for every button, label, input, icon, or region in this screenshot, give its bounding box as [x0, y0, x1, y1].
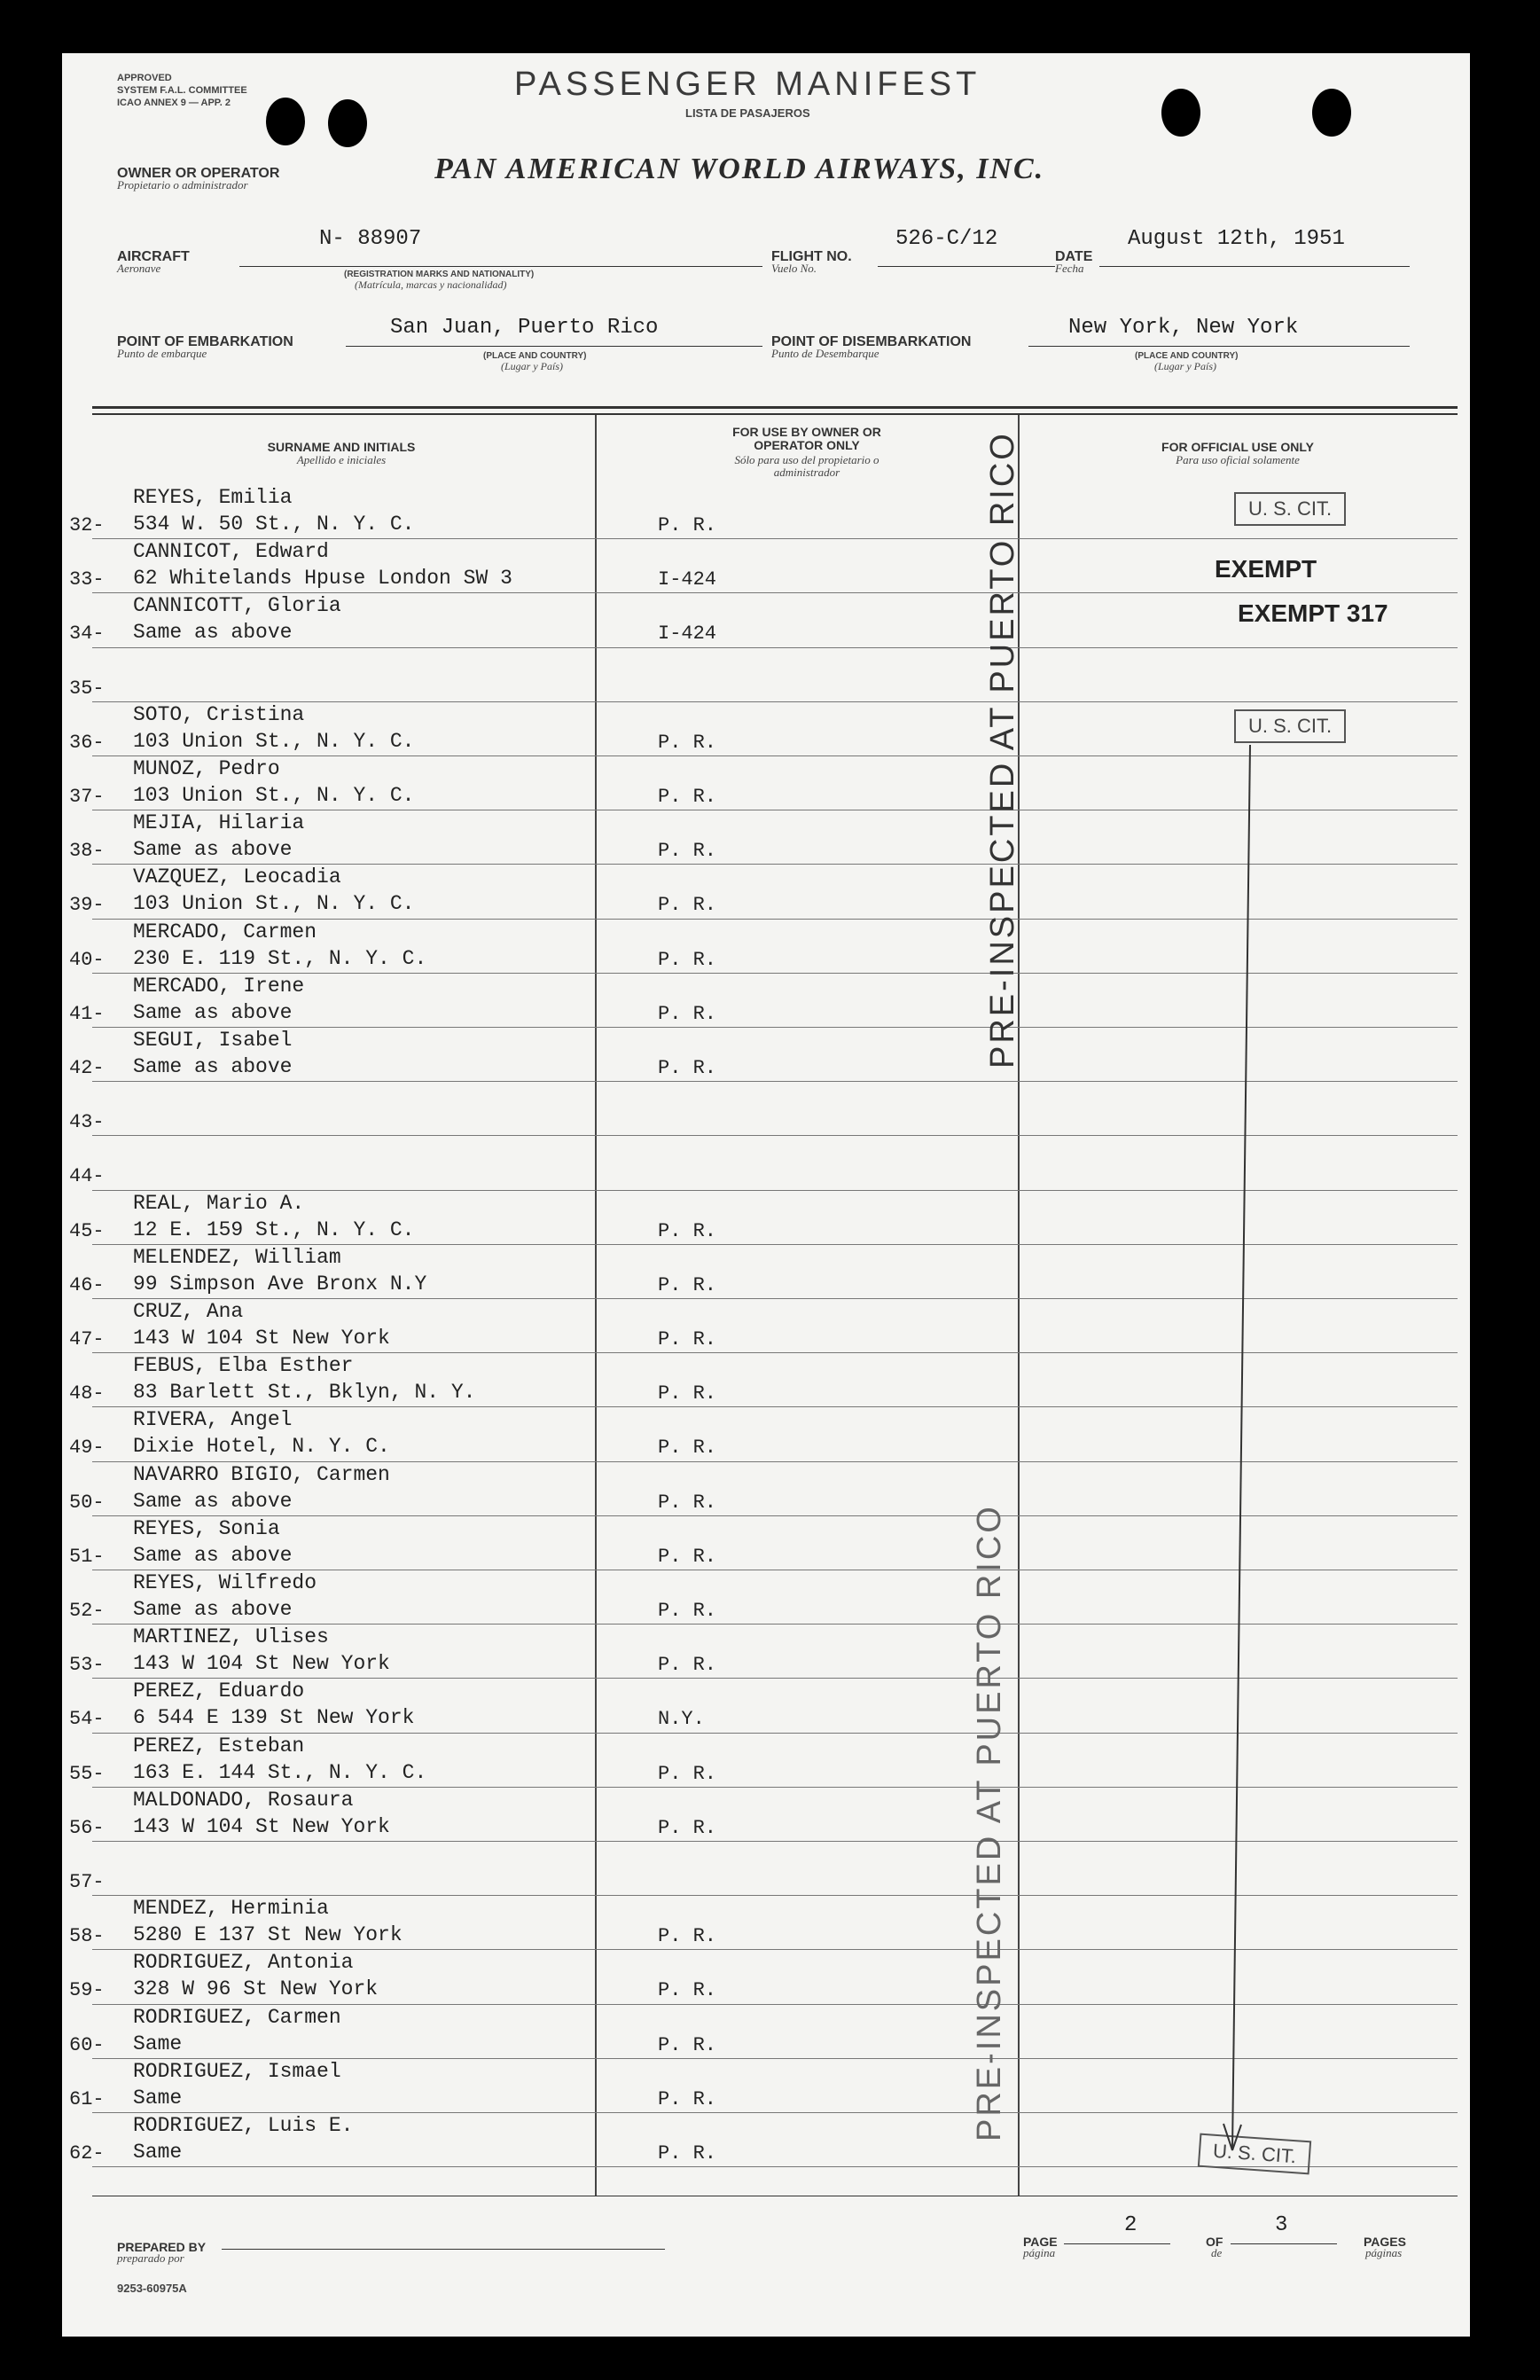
passenger-address: 103 Union St., N. Y. C. — [133, 892, 415, 916]
aircraft-underline — [239, 266, 762, 267]
passenger-name: RODRIGUEZ, Luis E. — [133, 2114, 354, 2137]
us-cit-stamp-2: U. S. CIT. — [1234, 709, 1346, 743]
embark-place-note: (PLACE AND COUNTRY) — [483, 351, 587, 361]
row-number: 46- — [69, 1273, 105, 1296]
approval-line-3: ICAO ANNEX 9 — APP. 2 — [117, 98, 231, 108]
col-header-owner-use-es: Sólo para uso del propietario o administrador — [734, 453, 879, 479]
passenger-name: MERCADO, Carmen — [133, 920, 317, 943]
col-header-surname: SURNAME AND INITIALS — [267, 440, 416, 454]
passenger-name: CRUZ, Ana — [133, 1300, 244, 1323]
disembark-label: POINT OF DISEMBARKATION — [771, 334, 972, 349]
passenger-address: 230 E. 119 St., N. Y. C. — [133, 946, 427, 970]
passenger-address: Same as above — [133, 1000, 293, 1024]
owner-code: I-424 — [658, 568, 717, 591]
row-number: 55- — [69, 1762, 105, 1785]
passenger-address: 12 E. 159 St., N. Y. C. — [133, 1217, 415, 1241]
embark-place-note-es: (Lugar y País) — [501, 360, 563, 372]
passenger-address: Same as above — [133, 1598, 293, 1621]
passenger-name: REYES, Sonia — [133, 1516, 280, 1540]
passenger-address: 534 W. 50 St., N. Y. C. — [133, 513, 415, 536]
passenger-address: Same as above — [133, 838, 293, 862]
owner-code: P. R. — [658, 786, 717, 808]
aircraft-note-es: (Matrícula, marcas y nacionalidad) — [355, 278, 507, 291]
row-number: 51- — [69, 1545, 105, 1568]
embark-value: San Juan, Puerto Rico — [390, 316, 659, 340]
row-number: 47- — [69, 1328, 105, 1350]
owner-code: P. R. — [658, 894, 717, 917]
passenger-address: Same as above — [133, 1543, 293, 1567]
table-top-rule-1 — [92, 406, 1458, 409]
passenger-address: 99 Simpson Ave Bronx N.Y — [133, 1272, 427, 1296]
passenger-name: MUNOZ, Pedro — [133, 757, 280, 780]
flight-label-es: Vuelo No. — [771, 262, 817, 275]
prepared-by-label: PREPARED BY — [117, 2240, 207, 2254]
passenger-address: 6 544 E 139 St New York — [133, 1706, 415, 1730]
passenger-address: 163 E. 144 St., N. Y. C. — [133, 1760, 427, 1784]
owner-label-es: Propietario o administrador — [117, 178, 248, 192]
passenger-name: NAVARRO BIGIO, Carmen — [133, 1462, 390, 1486]
passenger-name: RODRIGUEZ, Carmen — [133, 2005, 341, 2029]
col-header-owner-use: FOR USE BY OWNER OR OPERATOR ONLY — [732, 425, 881, 452]
passenger-name: MALDONADO, Rosaura — [133, 1788, 354, 1812]
disembark-label-es: Punto de Desembarque — [771, 347, 879, 360]
row-rule — [92, 647, 1458, 648]
approval-line-1: APPROVED — [117, 73, 172, 83]
aircraft-label-es: Aeronave — [117, 262, 161, 275]
passenger-address: Same as above — [133, 1055, 293, 1078]
owner-code: P. R. — [658, 1600, 717, 1622]
passenger-name: PEREZ, Esteban — [133, 1734, 305, 1758]
disembark-value: New York, New York — [1068, 316, 1299, 340]
row-number: 56- — [69, 1816, 105, 1839]
flight-label: FLIGHT NO. — [771, 249, 852, 264]
owner-code: P. R. — [658, 840, 717, 863]
passenger-address: 103 Union St., N. Y. C. — [133, 729, 415, 753]
row-number: 35- — [69, 677, 105, 700]
row-number: 40- — [69, 948, 105, 971]
passenger-name: RODRIGUEZ, Antonia — [133, 1951, 354, 1975]
embark-underline — [346, 346, 762, 347]
owner-code: P. R. — [658, 948, 717, 971]
passenger-name: MERCADO, Irene — [133, 974, 305, 998]
date-value: August 12th, 1951 — [1128, 227, 1345, 251]
row-rule — [92, 701, 1458, 702]
owner-code: P. R. — [658, 1382, 717, 1405]
row-number: 43- — [69, 1111, 105, 1134]
col-header-official-es: Para uso oficial solamente — [1176, 453, 1300, 466]
owner-code: P. R. — [658, 1219, 717, 1242]
passenger-name: RODRIGUEZ, Ismael — [133, 2059, 341, 2083]
passenger-name: MELENDEZ, William — [133, 1245, 341, 1269]
page-number: 2 — [1124, 2213, 1137, 2237]
row-number: 60- — [69, 2033, 105, 2056]
owner-code: P. R. — [658, 2087, 717, 2110]
row-number: 58- — [69, 1925, 105, 1948]
passenger-name: RIVERA, Angel — [133, 1408, 293, 1432]
passenger-name: CANNICOT, Edward — [133, 540, 329, 564]
row-number: 59- — [69, 1979, 105, 2002]
disembark-place-note: (PLACE AND COUNTRY) — [1135, 351, 1239, 361]
row-number: 61- — [69, 2087, 105, 2110]
passenger-name: REYES, Wilfredo — [133, 1571, 317, 1594]
owner-label: OWNER OR OPERATOR — [117, 166, 280, 181]
row-number: 48- — [69, 1382, 105, 1405]
passenger-name: VAZQUEZ, Leocadia — [133, 865, 341, 889]
passenger-address: 103 Union St., N. Y. C. — [133, 784, 415, 807]
passenger-name: FEBUS, Elba Esther — [133, 1354, 354, 1378]
exempt-stamp: EXEMPT — [1215, 555, 1317, 583]
page-label-es: página — [1023, 2246, 1056, 2259]
row-number: 33- — [69, 568, 105, 591]
date-underline — [1099, 266, 1410, 267]
airline-name: PAN AMERICAN WORLD AIRWAYS, INC. — [434, 153, 1045, 185]
row-number: 62- — [69, 2142, 105, 2165]
page-underline — [1064, 2243, 1170, 2244]
owner-code: P. R. — [658, 514, 717, 536]
row-number: 41- — [69, 1002, 105, 1025]
pages-label-es: páginas — [1365, 2246, 1403, 2259]
passenger-address: 5280 E 137 St New York — [133, 1923, 403, 1947]
owner-code: P. R. — [658, 2033, 717, 2056]
owner-code: P. R. — [658, 1925, 717, 1948]
row-number: 54- — [69, 1708, 105, 1731]
aircraft-label: AIRCRAFT — [117, 249, 190, 264]
page-title-es: LISTA DE PASAJEROS — [685, 106, 810, 120]
aircraft-value: N- 88907 — [319, 227, 422, 251]
owner-code: P. R. — [658, 731, 717, 754]
row-number: 57- — [69, 1871, 105, 1893]
total-pages: 3 — [1275, 2213, 1288, 2237]
passenger-address: 83 Barlett St., Bklyn, N. Y. — [133, 1381, 476, 1405]
embark-label: POINT OF EMBARKATION — [117, 334, 293, 349]
owner-code: P. R. — [658, 1979, 717, 2002]
row-rule — [92, 592, 1458, 593]
passenger-name: MARTINEZ, Ulises — [133, 1625, 329, 1649]
pages-underline — [1231, 2243, 1337, 2244]
manifest-page — [62, 53, 1470, 2337]
date-label: DATE — [1055, 249, 1093, 264]
of-label: OF — [1206, 2235, 1223, 2249]
passenger-address: 328 W 96 St New York — [133, 1977, 379, 2001]
passenger-address: Same — [133, 2086, 183, 2110]
owner-code: P. R. — [658, 1654, 717, 1677]
owner-code: P. R. — [658, 1273, 717, 1296]
approval-line-2: SYSTEM F.A.L. COMMITTEE — [117, 85, 247, 96]
passenger-name: PEREZ, Eduardo — [133, 1679, 305, 1703]
passenger-address: 143 W 104 St New York — [133, 1814, 390, 1838]
flight-underline — [878, 266, 1055, 267]
table-top-rule-2 — [92, 413, 1458, 415]
passenger-name: SEGUI, Isabel — [133, 1029, 293, 1052]
disembark-place-note-es: (Lugar y País) — [1154, 360, 1216, 372]
row-number: 34- — [69, 622, 105, 646]
passenger-name: MEJIA, Hilaria — [133, 811, 305, 835]
punch-hole-left-1 — [266, 98, 305, 145]
row-number: 52- — [69, 1600, 105, 1622]
passenger-address: Same as above — [133, 1489, 293, 1513]
owner-code: P. R. — [658, 1545, 717, 1568]
us-cit-stamp-1: U. S. CIT. — [1234, 492, 1346, 526]
passenger-address: 143 W 104 St New York — [133, 1652, 390, 1676]
stamp-arrow — [1215, 745, 1268, 2181]
row-number: 42- — [69, 1057, 105, 1079]
col-header-surname-es: Apellido e iniciales — [296, 453, 387, 466]
owner-code: P. R. — [658, 2142, 717, 2165]
row-number: 45- — [69, 1219, 105, 1242]
passenger-address: Same as above — [133, 621, 293, 645]
row-number: 53- — [69, 1654, 105, 1677]
embark-label-es: Punto de embarque — [117, 347, 207, 360]
passenger-address: Same — [133, 2141, 183, 2164]
page-title: PASSENGER MANIFEST — [514, 66, 981, 103]
owner-code: P. R. — [658, 1437, 717, 1460]
passenger-address: Same — [133, 2032, 183, 2055]
punch-hole-right-2 — [1312, 89, 1351, 137]
punch-hole-left-2 — [328, 99, 367, 147]
passenger-address: 143 W 104 St New York — [133, 1327, 390, 1350]
preinspected-stamp-1: PRE-INSPECTED AT PUERTO RICO — [984, 431, 1021, 1069]
passenger-name: REAL, Mario A. — [133, 1191, 305, 1215]
owner-code: P. R. — [658, 1491, 717, 1514]
column-divider-1 — [595, 415, 597, 2196]
us-cit-stamp-3: U. S. CIT. — [1198, 2133, 1311, 2175]
passenger-address: Dixie Hotel, N. Y. C. — [133, 1435, 390, 1459]
owner-code: P. R. — [658, 1328, 717, 1350]
row-number: 50- — [69, 1491, 105, 1514]
row-number: 38- — [69, 840, 105, 863]
owner-code: P. R. — [658, 1002, 717, 1025]
prepared-by-underline — [222, 2249, 665, 2250]
owner-code: P. R. — [658, 1057, 717, 1079]
passenger-name: CANNICOTT, Gloria — [133, 594, 341, 618]
row-number: 44- — [69, 1165, 105, 1188]
page-label: PAGE — [1023, 2235, 1058, 2249]
preinspected-stamp-2: PRE-INSPECTED AT PUERTO RICO — [971, 1504, 1008, 2141]
row-number: 36- — [69, 731, 105, 754]
owner-code: P. R. — [658, 1762, 717, 1785]
of-label-es: de — [1211, 2246, 1223, 2259]
passenger-name: MENDEZ, Herminia — [133, 1897, 329, 1921]
row-number: 49- — [69, 1437, 105, 1460]
exempt-317-stamp: EXEMPT 317 — [1238, 599, 1388, 627]
row-rule — [92, 538, 1458, 539]
disembark-underline — [1028, 346, 1410, 347]
prepared-by-label-es: preparado por — [117, 2251, 184, 2265]
punch-hole-right-1 — [1161, 89, 1200, 137]
col-header-official: FOR OFFICIAL USE ONLY — [1161, 440, 1314, 454]
aircraft-note: (REGISTRATION MARKS AND NATIONALITY) — [344, 270, 535, 279]
owner-code: P. R. — [658, 1816, 717, 1839]
owner-code: N.Y. — [658, 1708, 705, 1731]
flight-value: 526-C/12 — [895, 227, 998, 251]
form-number: 9253-60975A — [117, 2282, 187, 2295]
date-label-es: Fecha — [1055, 262, 1084, 275]
pages-label: PAGES — [1364, 2235, 1406, 2249]
owner-code: I-424 — [658, 622, 717, 646]
passenger-name: SOTO, Cristina — [133, 702, 305, 726]
row-number: 37- — [69, 786, 105, 808]
row-number: 32- — [69, 514, 105, 536]
passenger-address: 62 Whitelands Hpuse London SW 3 — [133, 567, 512, 591]
row-number: 39- — [69, 894, 105, 917]
passenger-name: REYES, Emilia — [133, 486, 293, 509]
